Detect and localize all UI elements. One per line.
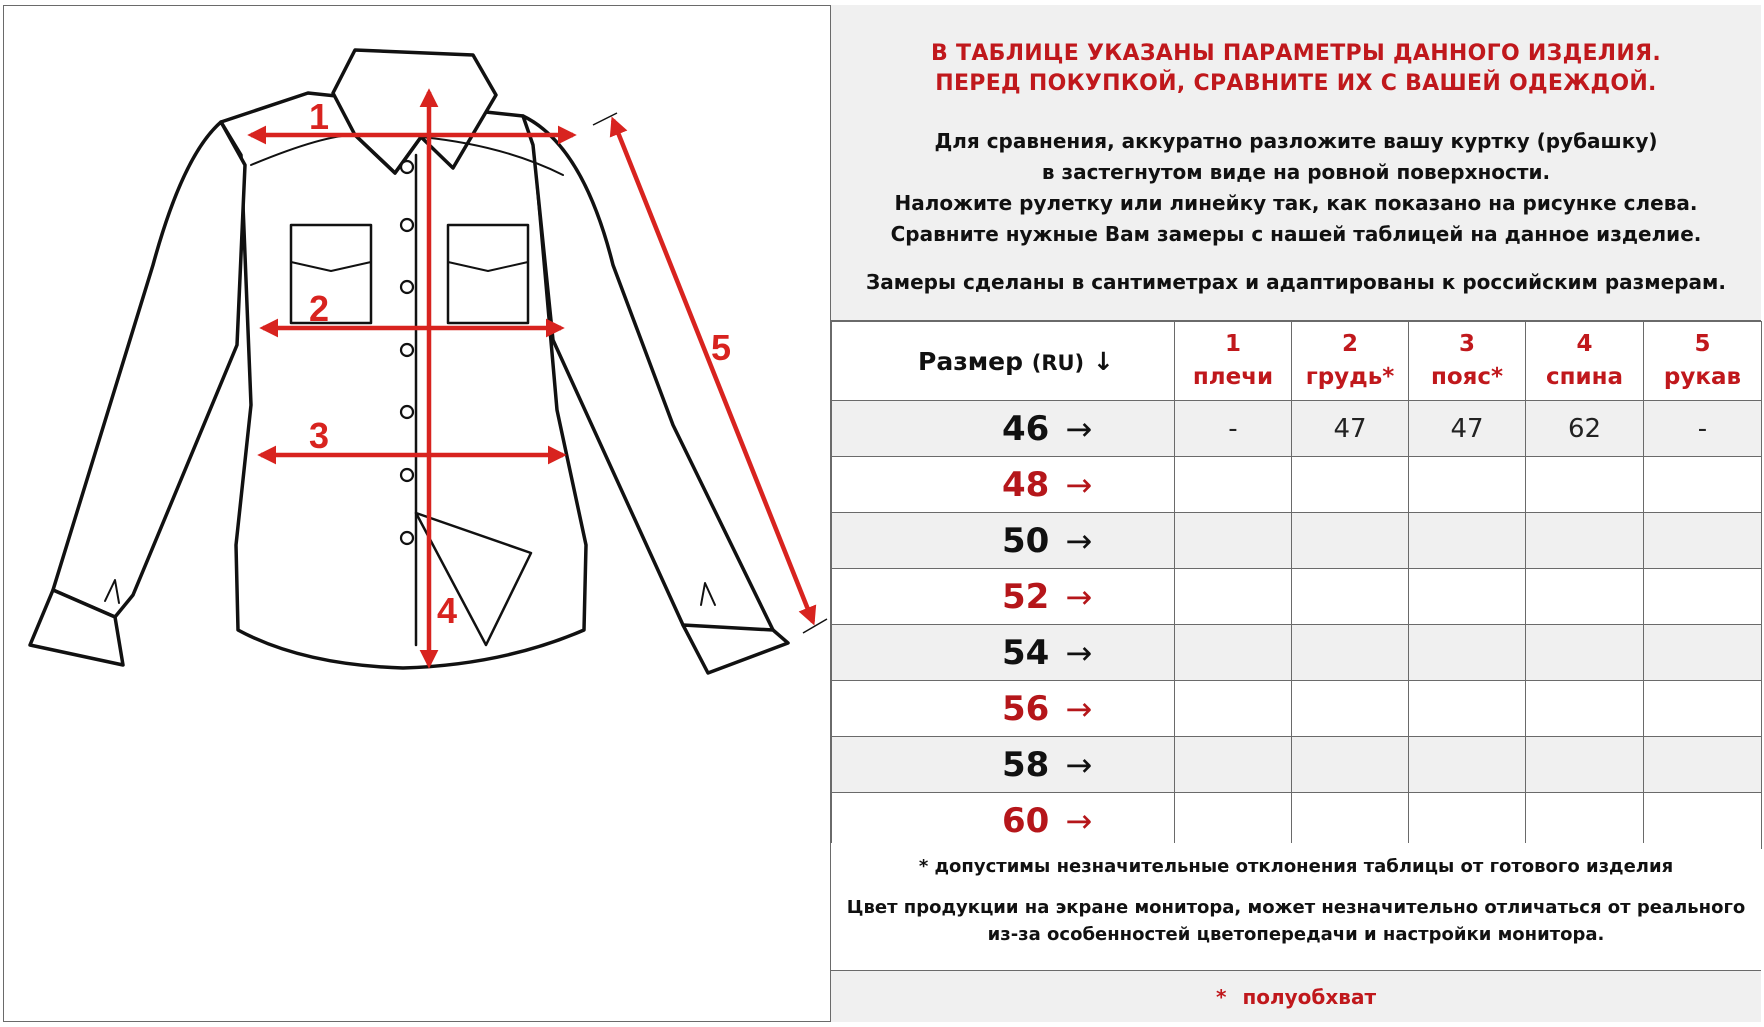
table-row [832, 625, 1762, 681]
units-note: Замеры сделаны в сантиметрах и адаптированы к российским размерам. [866, 270, 1726, 294]
column-label: пояс* [1430, 364, 1504, 390]
label-2: 2 [309, 288, 330, 329]
legend-text: полуобхват [1242, 985, 1377, 1009]
legend [831, 985, 1761, 1009]
instruction-line-1: Для сравнения, аккуратно разложите вашу куртку (рубашку) [934, 129, 1658, 153]
column-header-shoulders [1175, 322, 1292, 401]
right-arrow-icon: → [1065, 633, 1093, 672]
down-arrow-icon: ↓ [1092, 346, 1114, 376]
table-row [832, 793, 1762, 849]
value-cell [1526, 737, 1644, 793]
right-arrow-icon: → [1065, 689, 1093, 728]
instruction-line-3: Наложите рулетку или линейку так, как показано на рисунке слева. [894, 191, 1698, 215]
table-row [832, 457, 1762, 513]
size-cell: 50 → [832, 513, 1175, 569]
value-cell [1292, 737, 1409, 793]
value-cell [1644, 737, 1762, 793]
label-3: 3 [309, 415, 330, 456]
instruction-line-2: в застегнутом виде на ровной поверхности. [1041, 160, 1551, 184]
column-number: 5 [1694, 331, 1711, 357]
size-table [831, 321, 1762, 849]
value-cell [1409, 793, 1526, 849]
size-cell: 54 → [832, 625, 1175, 681]
size-header-ru: (RU) [1031, 350, 1085, 375]
value-cell [1292, 793, 1409, 849]
value-cell [1292, 569, 1409, 625]
value-cell [1292, 625, 1409, 681]
right-arrow-icon: → [1065, 801, 1093, 840]
label-1: 1 [309, 96, 330, 137]
value-cell [1526, 569, 1644, 625]
color-note-line-2: из-за особенностей цветопередачи и настройки монитора. [987, 924, 1605, 945]
table-row [832, 569, 1762, 625]
column-header-waist [1409, 322, 1526, 401]
table-row [832, 737, 1762, 793]
value-cell [1175, 681, 1292, 737]
value-cell [1644, 681, 1762, 737]
value-cell [1175, 625, 1292, 681]
color-note-line-1: Цвет продукции на экране монитора, может незначительно отличаться от реального [846, 897, 1746, 918]
value-cell [1644, 625, 1762, 681]
value-cell [1175, 457, 1292, 513]
size-header-text: Размер [918, 346, 1024, 376]
warning-line-1: В ТАБЛИЦЕ УКАЗАНЫ ПАРАМЕТРЫ ДАННОГО ИЗДЕЛИЯ. [931, 41, 1661, 66]
value-cell [1175, 793, 1292, 849]
column-header-sleeve [1644, 322, 1762, 401]
column-number: 3 [1458, 331, 1475, 357]
column-label: рукав [1663, 364, 1742, 390]
table-row [832, 401, 1762, 457]
asterisk-icon: * [1215, 985, 1227, 1009]
column-number: 2 [1341, 331, 1358, 357]
column-label: грудь* [1305, 364, 1395, 390]
right-arrow-icon: → [1065, 577, 1093, 616]
warning-line-2: ПЕРЕД ПОКУПКОЙ, СРАВНИТЕ ИХ С ВАШЕЙ ОДЕЖДОЙ. [935, 71, 1657, 96]
measurement-diagram-panel [3, 5, 831, 1022]
value-cell [1526, 793, 1644, 849]
notes-box [831, 843, 1761, 971]
table-row [832, 681, 1762, 737]
size-chart-panel [831, 5, 1761, 1022]
value-cell [1409, 569, 1526, 625]
value-cell [1409, 681, 1526, 737]
column-label: спина [1545, 364, 1624, 390]
value-cell [1292, 513, 1409, 569]
value-cell [1526, 681, 1644, 737]
value-cell [1526, 513, 1644, 569]
value-cell [1409, 625, 1526, 681]
right-arrow-icon: → [1065, 521, 1093, 560]
value-cell [1292, 681, 1409, 737]
column-label: плечи [1192, 364, 1274, 390]
column-header-back [1526, 322, 1644, 401]
deviation-note: * допустимы незначительные отклонения таблицы от готового изделия [918, 856, 1674, 877]
shirt-diagram [3, 5, 829, 1020]
value-cell [1526, 457, 1644, 513]
value-cell [1644, 569, 1762, 625]
value-cell: 47 [1292, 401, 1409, 457]
instruction-line-4: Сравните нужные Вам замеры с нашей таблицей на данное изделие. [890, 222, 1702, 246]
size-cell: 58 → [832, 737, 1175, 793]
value-cell [1175, 737, 1292, 793]
table-header-row [832, 322, 1762, 401]
value-cell [1175, 513, 1292, 569]
value-cell [1175, 569, 1292, 625]
right-arrow-icon: → [1065, 409, 1093, 448]
value-cell [1409, 513, 1526, 569]
value-cell: 47 [1409, 401, 1526, 457]
size-cell: 46 → [832, 401, 1175, 457]
size-column-header [832, 322, 1175, 401]
column-number: 4 [1576, 331, 1593, 357]
legend-box [831, 971, 1761, 1022]
value-cell: - [1644, 401, 1762, 457]
value-cell: - [1175, 401, 1292, 457]
shirt-outline [30, 50, 788, 673]
label-4: 4 [437, 590, 458, 631]
value-cell [1644, 457, 1762, 513]
value-cell [1644, 793, 1762, 849]
column-number: 1 [1224, 331, 1241, 357]
label-5: 5 [711, 327, 732, 368]
value-cell [1409, 457, 1526, 513]
size-cell: 52 → [832, 569, 1175, 625]
right-arrow-icon: → [1065, 745, 1093, 784]
value-cell: 62 [1526, 401, 1644, 457]
right-arrow-icon: → [1065, 465, 1093, 504]
value-cell [1292, 457, 1409, 513]
table-row [832, 513, 1762, 569]
size-cell: 60 → [832, 793, 1175, 849]
value-cell [1644, 513, 1762, 569]
value-cell [1409, 737, 1526, 793]
size-cell: 48 → [832, 457, 1175, 513]
column-header-chest [1292, 322, 1409, 401]
size-cell: 56 → [832, 681, 1175, 737]
value-cell [1526, 625, 1644, 681]
info-box [831, 5, 1761, 321]
